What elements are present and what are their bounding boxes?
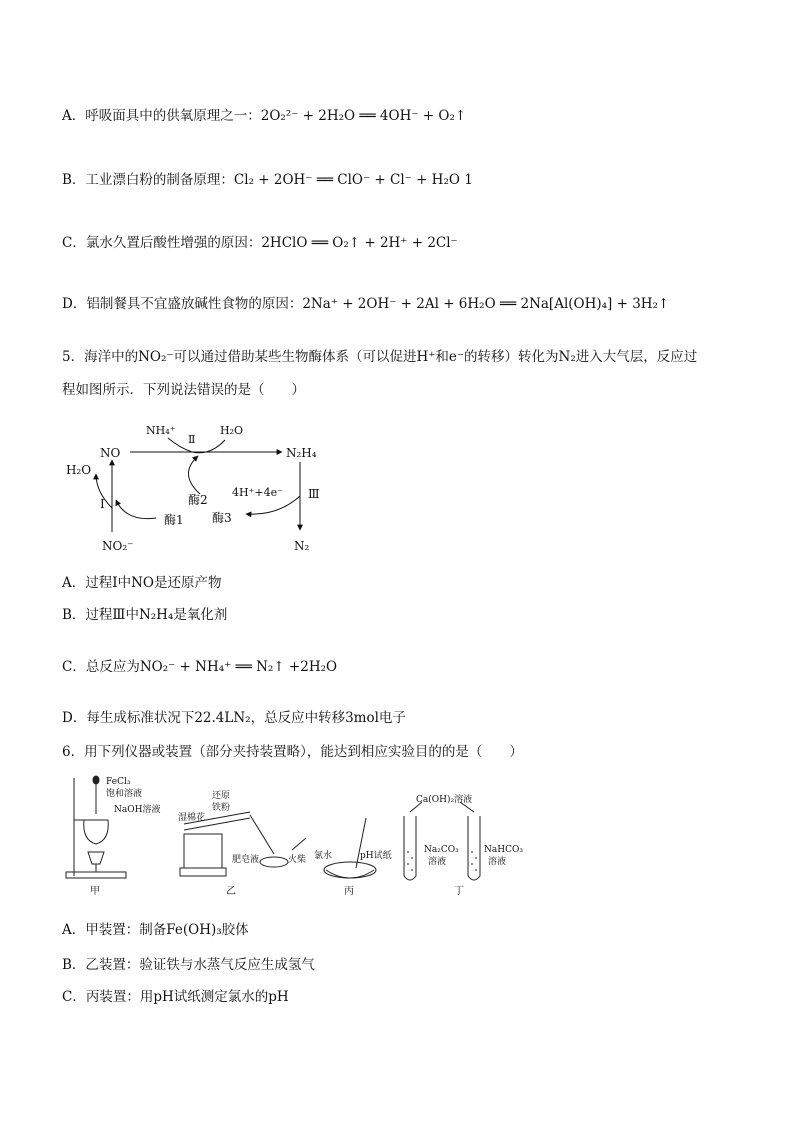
label-wet-cotton: 湿棉花 <box>178 813 206 823</box>
label-reduced: 还原 <box>212 791 231 801</box>
q4-option-b-prefix: B．工业漂白粉的制备原理： <box>62 172 234 188</box>
label-enzyme3: 酶3 <box>212 511 232 525</box>
label-caoh2: Ca(OH)₂溶液 <box>416 795 473 805</box>
q4-option-d-equation: 2Na⁺ + 2OH⁻ + 2Al + 6H₂O ══ 2Na[Al(OH)₄] + 3H₂↑ <box>302 296 670 312</box>
q5-stem-line1: 5．海洋中的NO₂⁻可以通过借助某些生物酶体系（可以促进H⁺和e⁻的转移）转化为N₂进入大气层，反应过 <box>62 349 698 365</box>
label-h2o-left: H₂O <box>66 463 92 477</box>
apparatus-bing <box>324 818 376 878</box>
label-step1: Ⅰ <box>100 497 105 511</box>
q5-reaction-diagram <box>60 412 340 562</box>
q6-option-b: B．乙装置：验证铁与水蒸气反应生成氢气 <box>62 957 315 973</box>
label-nahco3: NaHCO₃ <box>484 845 523 855</box>
label-yi: 乙 <box>226 886 236 897</box>
label-ph-paper: pH试纸 <box>360 851 392 861</box>
q4-option-a-prefix: A．呼吸面具中的供氧原理之一： <box>62 108 261 124</box>
q5-stem-line2: 程如图所示．下列说法错误的是（ ） <box>62 382 305 398</box>
q4-option-d-prefix: D．铝制餐具不宜盛放碱性食物的原因： <box>62 296 303 312</box>
curve-enzyme1 <box>116 500 156 519</box>
label-nh4: NH₄⁺ <box>146 424 176 437</box>
label-n2: N₂ <box>294 539 310 553</box>
label-enzyme2: 酶2 <box>188 493 208 507</box>
q4-option-c <box>62 233 458 253</box>
q6-option-a: A．甲装置：制备Fe(OH)₃胶体 <box>62 922 249 938</box>
q6-stem: 6．用下列仪器或装置（部分夹持装置略），能达到相应实验目的的是（ ） <box>62 744 523 760</box>
label-h2o-top: H₂O <box>220 424 244 437</box>
label-na2co3: Na₂CO₃ <box>424 845 459 855</box>
label-bing: 丙 <box>344 886 354 897</box>
label-n2h4: N₂H₄ <box>286 446 317 460</box>
label-match: 火柴 <box>288 855 307 865</box>
q5-option-d: D．每生成标准状况下22.4LN₂，总反应中转移3mol电子 <box>62 710 406 726</box>
label-naoh: NaOH溶液 <box>114 805 161 815</box>
q4-option-b-equation: Cl₂ + 2OH⁻ ══ ClO⁻ + Cl⁻ + H₂O 1 <box>233 172 473 188</box>
q4-option-a-equation: 2O₂²⁻ + 2H₂O ══ 4OH⁻ + O₂↑ <box>260 108 467 124</box>
q4-option-c-prefix: C．氯水久置后酸性增强的原因： <box>62 235 262 251</box>
label-solution-2: 溶液 <box>488 857 507 867</box>
q4-option-b <box>62 170 473 190</box>
label-jia: 甲 <box>90 886 100 897</box>
q4-option-d <box>62 294 669 314</box>
label-step3: Ⅲ <box>308 487 320 501</box>
curve-step2 <box>168 438 225 453</box>
label-fecl3: FeCl₃ <box>106 777 131 787</box>
label-saturated: 饱和溶液 <box>106 789 143 799</box>
label-ding: 丁 <box>454 886 464 897</box>
q4-option-a <box>62 106 466 126</box>
q5-option-a: A．过程Ⅰ中NO是还原产物 <box>62 575 222 591</box>
label-no2: NO₂⁻ <box>102 539 134 553</box>
q6-option-c: C．丙装置：用pH试纸测定氯水的pH <box>62 989 289 1005</box>
label-enzyme1: 酶1 <box>164 513 184 527</box>
label-soap: 肥皂液 <box>232 855 260 865</box>
label-chlorine-water: 氯水 <box>314 851 333 861</box>
apparatus-ding <box>404 802 480 880</box>
q5-option-c: C．总反应为NO₂⁻ + NH₄⁺ ══ N₂↑ +2H₂O <box>62 659 338 675</box>
q6-apparatus-figure <box>60 772 530 910</box>
label-no: NO <box>100 446 121 460</box>
label-electrons: 4H⁺+4e⁻ <box>232 486 283 499</box>
label-step2: Ⅱ <box>188 433 196 446</box>
label-iron-powder: 铁粉 <box>212 803 231 813</box>
curve-enzyme2 <box>188 456 200 494</box>
label-solution-1: 溶液 <box>428 857 447 867</box>
q5-option-b: B．过程Ⅲ中N₂H₄是氧化剂 <box>62 607 228 623</box>
q4-option-c-equation: 2HClO ══ O₂↑ + 2H⁺ + 2Cl⁻ <box>261 235 458 251</box>
